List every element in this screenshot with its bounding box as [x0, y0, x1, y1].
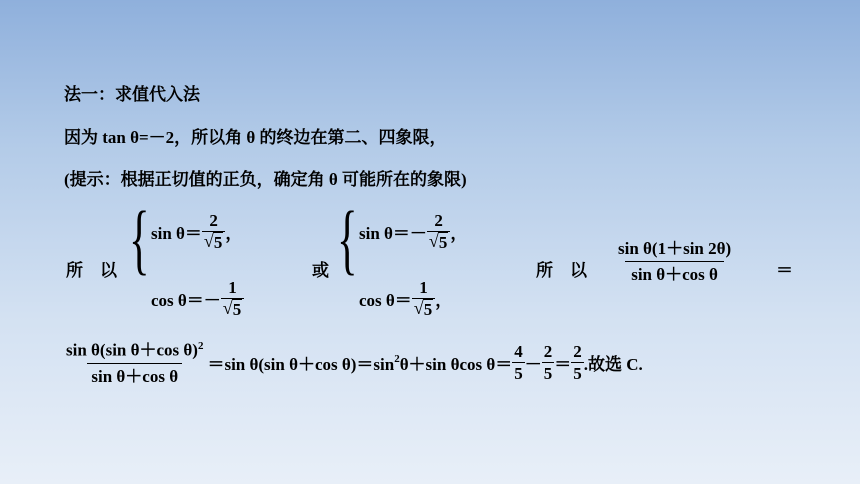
fraction-denominator: √ 5: [427, 231, 451, 251]
fraction-numerator: 2: [573, 342, 582, 362]
fraction-denominator: √ 5: [202, 231, 226, 251]
line-hint: (提示：根据正切值的正负，确定角 θ 可能所在的象限): [64, 170, 467, 189]
final-equation: [62, 341, 643, 385]
comma: ，: [435, 291, 453, 310]
final-big-fraction: [62, 341, 207, 385]
system-a-cos-label: cos θ＝－: [151, 291, 221, 310]
fraction-numerator: 2: [543, 342, 553, 362]
system-b-sin-label: sin θ＝－: [359, 224, 427, 243]
final-middle-2: θ＋sin θcos θ＝: [399, 355, 513, 375]
system-a-row-1: [151, 212, 244, 251]
answer-choice: .故选 C.: [583, 355, 643, 375]
system-b-cos-label: cos θ＝: [359, 291, 412, 310]
expression-denominator: sin θ＋cos θ: [625, 261, 724, 283]
fraction-numerator: 2: [209, 211, 218, 230]
so-label-1: 所 以: [66, 261, 117, 280]
minus-sign: －: [524, 355, 542, 375]
method-heading: 法一：求值代入法: [64, 85, 200, 104]
expression-numerator: sin θ(1＋sin 2θ): [618, 239, 732, 258]
equals-sign: ＝: [776, 261, 793, 280]
sqrt-radicand: 5: [423, 300, 433, 319]
system-b: [359, 212, 467, 318]
so-label-2: 所 以: [536, 261, 587, 280]
fraction-denominator: 5: [573, 364, 582, 384]
sqrt-radicand: 5: [438, 233, 448, 252]
final-middle-1: ＝sin θ(sin θ＋cos θ)＝sin: [207, 355, 395, 375]
expression-fraction: [612, 240, 737, 283]
fraction-numerator: 1: [228, 278, 237, 297]
fraction-four-fifths: [512, 343, 525, 382]
left-brace-b: {: [337, 195, 358, 282]
final-numerator: [62, 341, 207, 363]
system-a-fraction-1: [202, 212, 226, 251]
comma: ，: [225, 224, 243, 243]
exponent: 2: [197, 340, 204, 352]
or-label: 或: [312, 261, 329, 280]
system-a: [151, 212, 244, 318]
fraction-numerator: 4: [514, 342, 523, 362]
fraction-denominator: √ 5: [221, 298, 245, 318]
final-denominator: sin θ＋cos θ: [87, 363, 182, 385]
sqrt-radicand: 5: [232, 300, 242, 319]
fraction-two-fifths-b: [571, 343, 584, 382]
system-a-sin-label: sin θ＝: [151, 224, 202, 243]
sqrt-radicand: 5: [213, 233, 223, 252]
system-a-fraction-2: [221, 279, 245, 318]
system-b-fraction-2: [412, 279, 436, 318]
fraction-denominator: √ 5: [412, 298, 436, 318]
fraction-numerator: 1: [419, 278, 428, 297]
exponent: 2: [394, 353, 400, 365]
fraction-denominator: 5: [514, 364, 523, 384]
system-b-row-2: [359, 279, 467, 318]
fraction-two-fifths-a: [542, 343, 555, 382]
equals-sign: ＝: [554, 355, 572, 375]
line-tan-quadrant: 因为 tan θ=－2，所以角 θ 的终边在第二、四象限，: [64, 128, 447, 147]
fraction-denominator: 5: [543, 364, 553, 384]
system-b-fraction-1: [427, 212, 451, 251]
final-numerator-text: sin θ(sin θ＋cos θ): [66, 340, 198, 360]
comma: ，: [450, 224, 468, 243]
system-a-row-2: [151, 279, 244, 318]
system-b-row-1: [359, 212, 467, 251]
fraction-numerator: 2: [434, 211, 443, 230]
left-brace-a: {: [129, 195, 150, 282]
